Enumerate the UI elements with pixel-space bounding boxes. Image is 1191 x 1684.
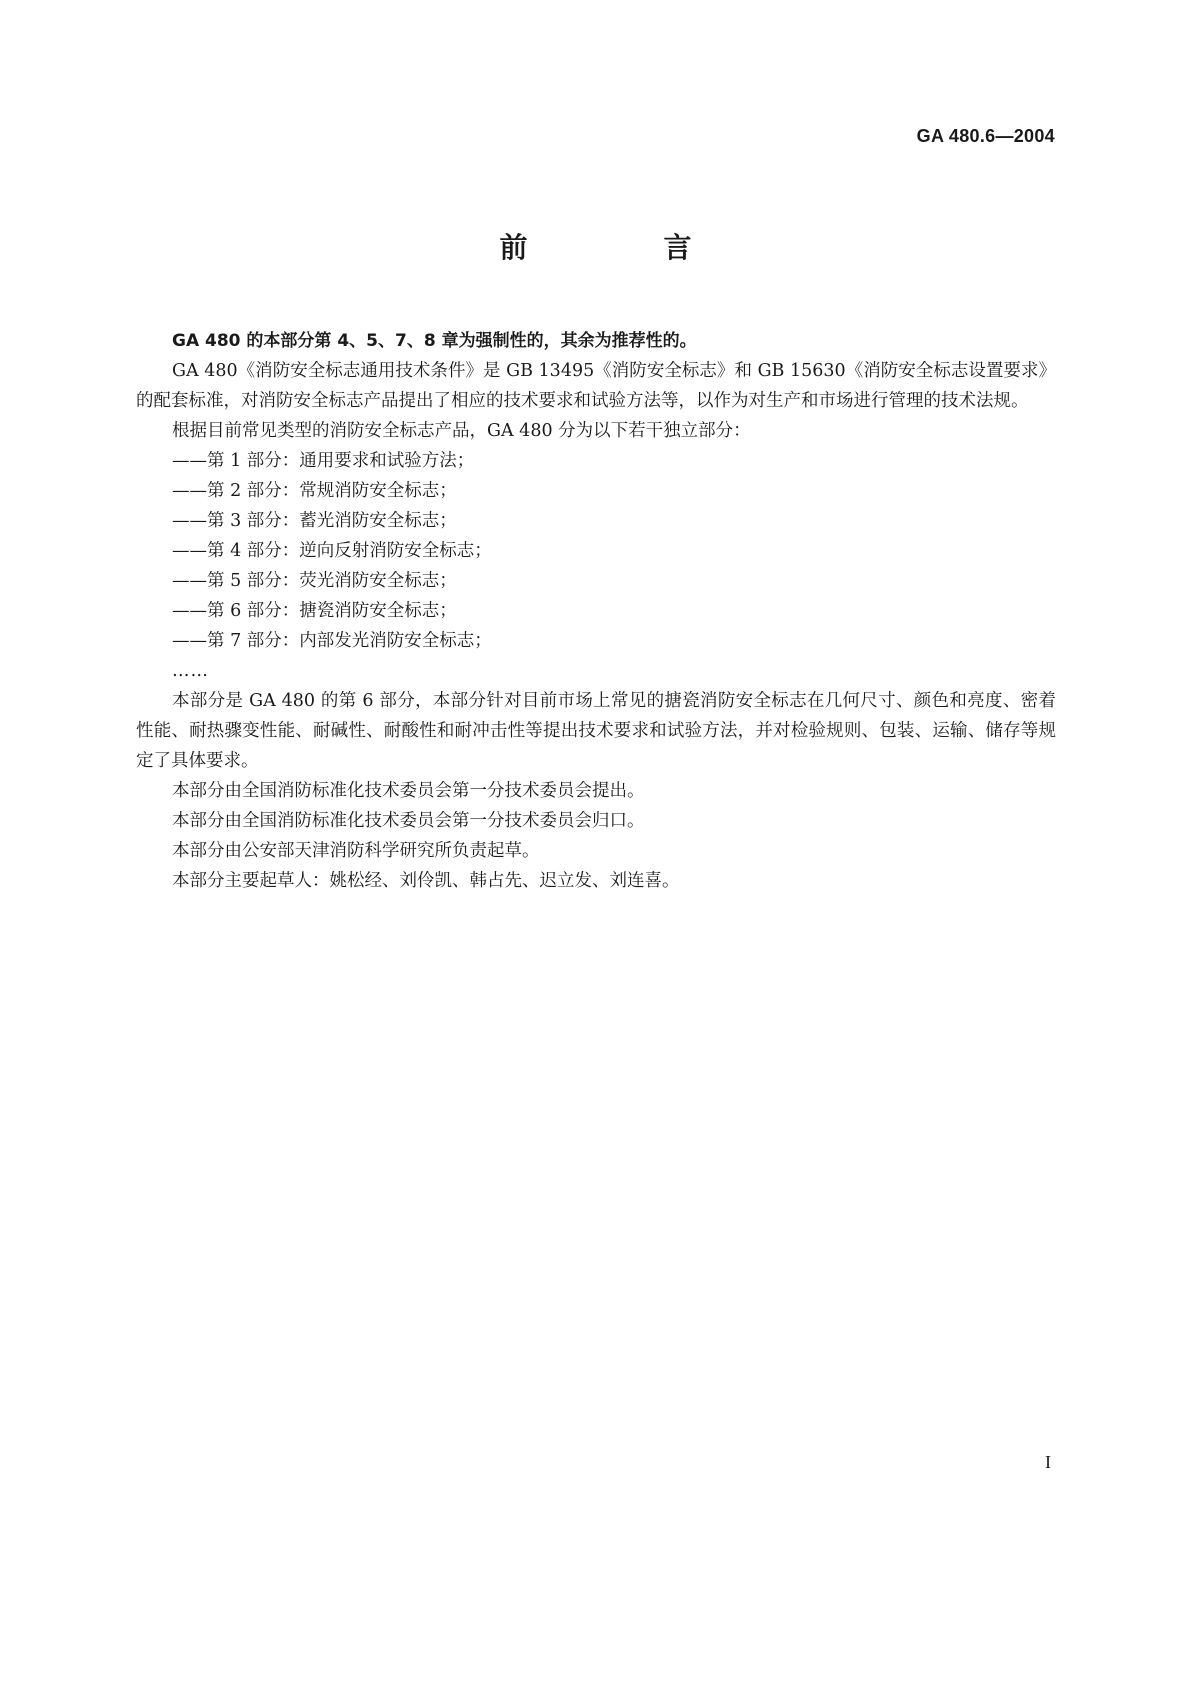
- managed-by: 本部分由全国消防标准化技术委员会第一分技术委员会归口。: [172, 811, 645, 831]
- proposed-by: 本部分由全国消防标准化技术委员会第一分技术委员会提出。: [172, 781, 645, 801]
- list-item: ——第 7 部分：内部发光消防安全标志；: [172, 631, 492, 651]
- mandatory-note: GA 480 的本部分第 4、5、7、8 章为强制性的，其余为推荐性的。: [172, 331, 697, 351]
- page-number: I: [1045, 1452, 1051, 1472]
- parts-list: [136, 446, 1056, 656]
- list-item: ——第 1 部分：通用要求和试验方法；: [172, 451, 475, 471]
- list-item: ——第 2 部分：常规消防安全标志；: [172, 481, 457, 501]
- list-ellipsis: ……: [172, 661, 209, 681]
- scope-paragraph: 本部分是 GA 480 的第 6 部分，本部分针对目前市场上常见的搪瓷消防安全标志在几何尺寸、颜色和亮度、密着性能、耐热骤变性能、耐碱性、耐酸性和耐冲击性等提出技术要求和试验方法，并对检验规则、包装、运输、储存等规定了具体要求。: [136, 691, 1056, 771]
- foreword-body: [136, 326, 1056, 896]
- page-title: 前 言: [499, 231, 746, 264]
- drafters: 本部分主要起草人：姚松经、刘伶凯、韩占先、迟立发、刘连喜。: [172, 871, 680, 891]
- parts-lead: 根据目前常见类型的消防安全标志产品，GA 480 分为以下若干独立部分：: [172, 421, 751, 441]
- standard-number: GA 480.6—2004: [916, 126, 1055, 146]
- list-item: ——第 3 部分：蓄光消防安全标志；: [172, 511, 457, 531]
- list-item: ——第 4 部分：逆向反射消防安全标志；: [172, 541, 492, 561]
- intro-paragraph: GA 480《消防安全标志通用技术条件》是 GB 13495《消防安全标志》和 GB 15630《消防安全标志设置要求》的配套标准，对消防安全标志产品提出了相应的技术要求和试验方法等，以作为对生产和市场进行管理的技术法规。: [136, 361, 1056, 411]
- drafted-by: 本部分由公安部天津消防科学研究所负责起草。: [172, 841, 540, 861]
- list-item: ——第 6 部分：搪瓷消防安全标志；: [172, 601, 457, 621]
- list-item: ——第 5 部分：荧光消防安全标志；: [172, 571, 457, 591]
